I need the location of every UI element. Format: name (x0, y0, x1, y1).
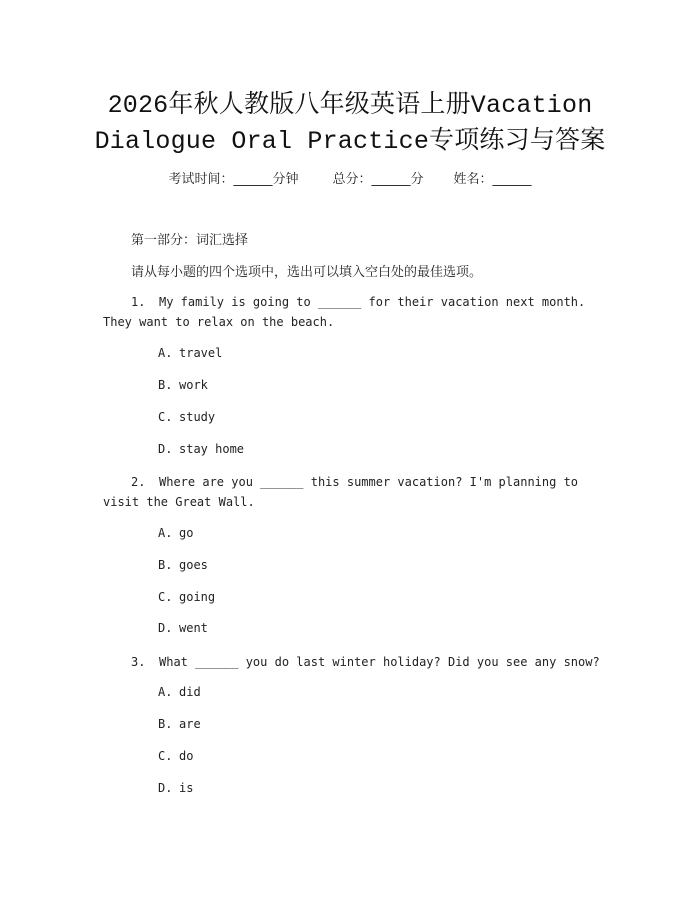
document-title-line-2: Dialogue Oral Practice专项练习与答案 (94, 127, 606, 156)
option-3b (158, 717, 201, 731)
student-name-field: 姓名：______ (453, 172, 532, 187)
option-text: going (179, 590, 216, 604)
option-2a (158, 526, 193, 540)
question-text: My family is going to ______ for their vacation next month. They want to relax on the beach. (103, 295, 586, 329)
option-3c (158, 749, 193, 763)
option-text: study (179, 410, 216, 424)
section-heading: 第一部分：词汇选择 (131, 233, 249, 248)
option-letter: D. (158, 442, 173, 456)
option-letter: D. (158, 781, 173, 795)
document-title-line-1: 2026年秋人教版八年级英语上册Vacation (107, 91, 593, 120)
option-letter: D. (158, 621, 173, 635)
option-2d (158, 621, 208, 635)
option-letter: B. (158, 378, 173, 392)
option-1a (158, 346, 222, 360)
option-text: do (179, 749, 194, 763)
option-text: travel (179, 346, 223, 360)
option-letter: C. (158, 749, 173, 763)
option-text: is (179, 781, 194, 795)
option-letter: B. (158, 717, 173, 731)
option-1d (158, 442, 244, 456)
exam-time-field: 考试时间：______分钟 (168, 172, 299, 187)
option-letter: B. (158, 558, 173, 572)
option-1c (158, 410, 215, 424)
option-text: stay home (179, 442, 245, 456)
exam-info-row (0, 168, 700, 187)
option-text: goes (179, 558, 208, 572)
option-letter: C. (158, 590, 173, 604)
section-instruction: 请从每小题的四个选项中，选出可以填入空白处的最佳选项。 (131, 265, 483, 280)
option-text: went (179, 621, 208, 635)
option-1b (158, 378, 208, 392)
question-1 (103, 292, 603, 332)
option-2c (158, 590, 215, 604)
option-3a (158, 685, 201, 699)
option-text: did (179, 685, 201, 699)
option-2b (158, 558, 208, 572)
option-text: are (179, 717, 201, 731)
question-number: 2. (131, 475, 146, 489)
option-letter: A. (158, 685, 173, 699)
option-3d (158, 781, 193, 795)
total-score-field: 总分：______分 (332, 172, 424, 187)
option-text: go (179, 526, 194, 540)
option-letter: A. (158, 526, 173, 540)
question-text: Where are you ______ this summer vacation? I'm planning to visit the Great Wall. (103, 475, 579, 509)
question-2 (103, 472, 603, 512)
option-letter: A. (158, 346, 173, 360)
option-letter: C. (158, 410, 173, 424)
option-text: work (179, 378, 208, 392)
question-3 (103, 652, 603, 672)
question-number: 1. (131, 295, 146, 309)
question-text: What ______ you do last winter holiday? Did you see any snow? (159, 655, 600, 669)
question-number: 3. (131, 655, 146, 669)
